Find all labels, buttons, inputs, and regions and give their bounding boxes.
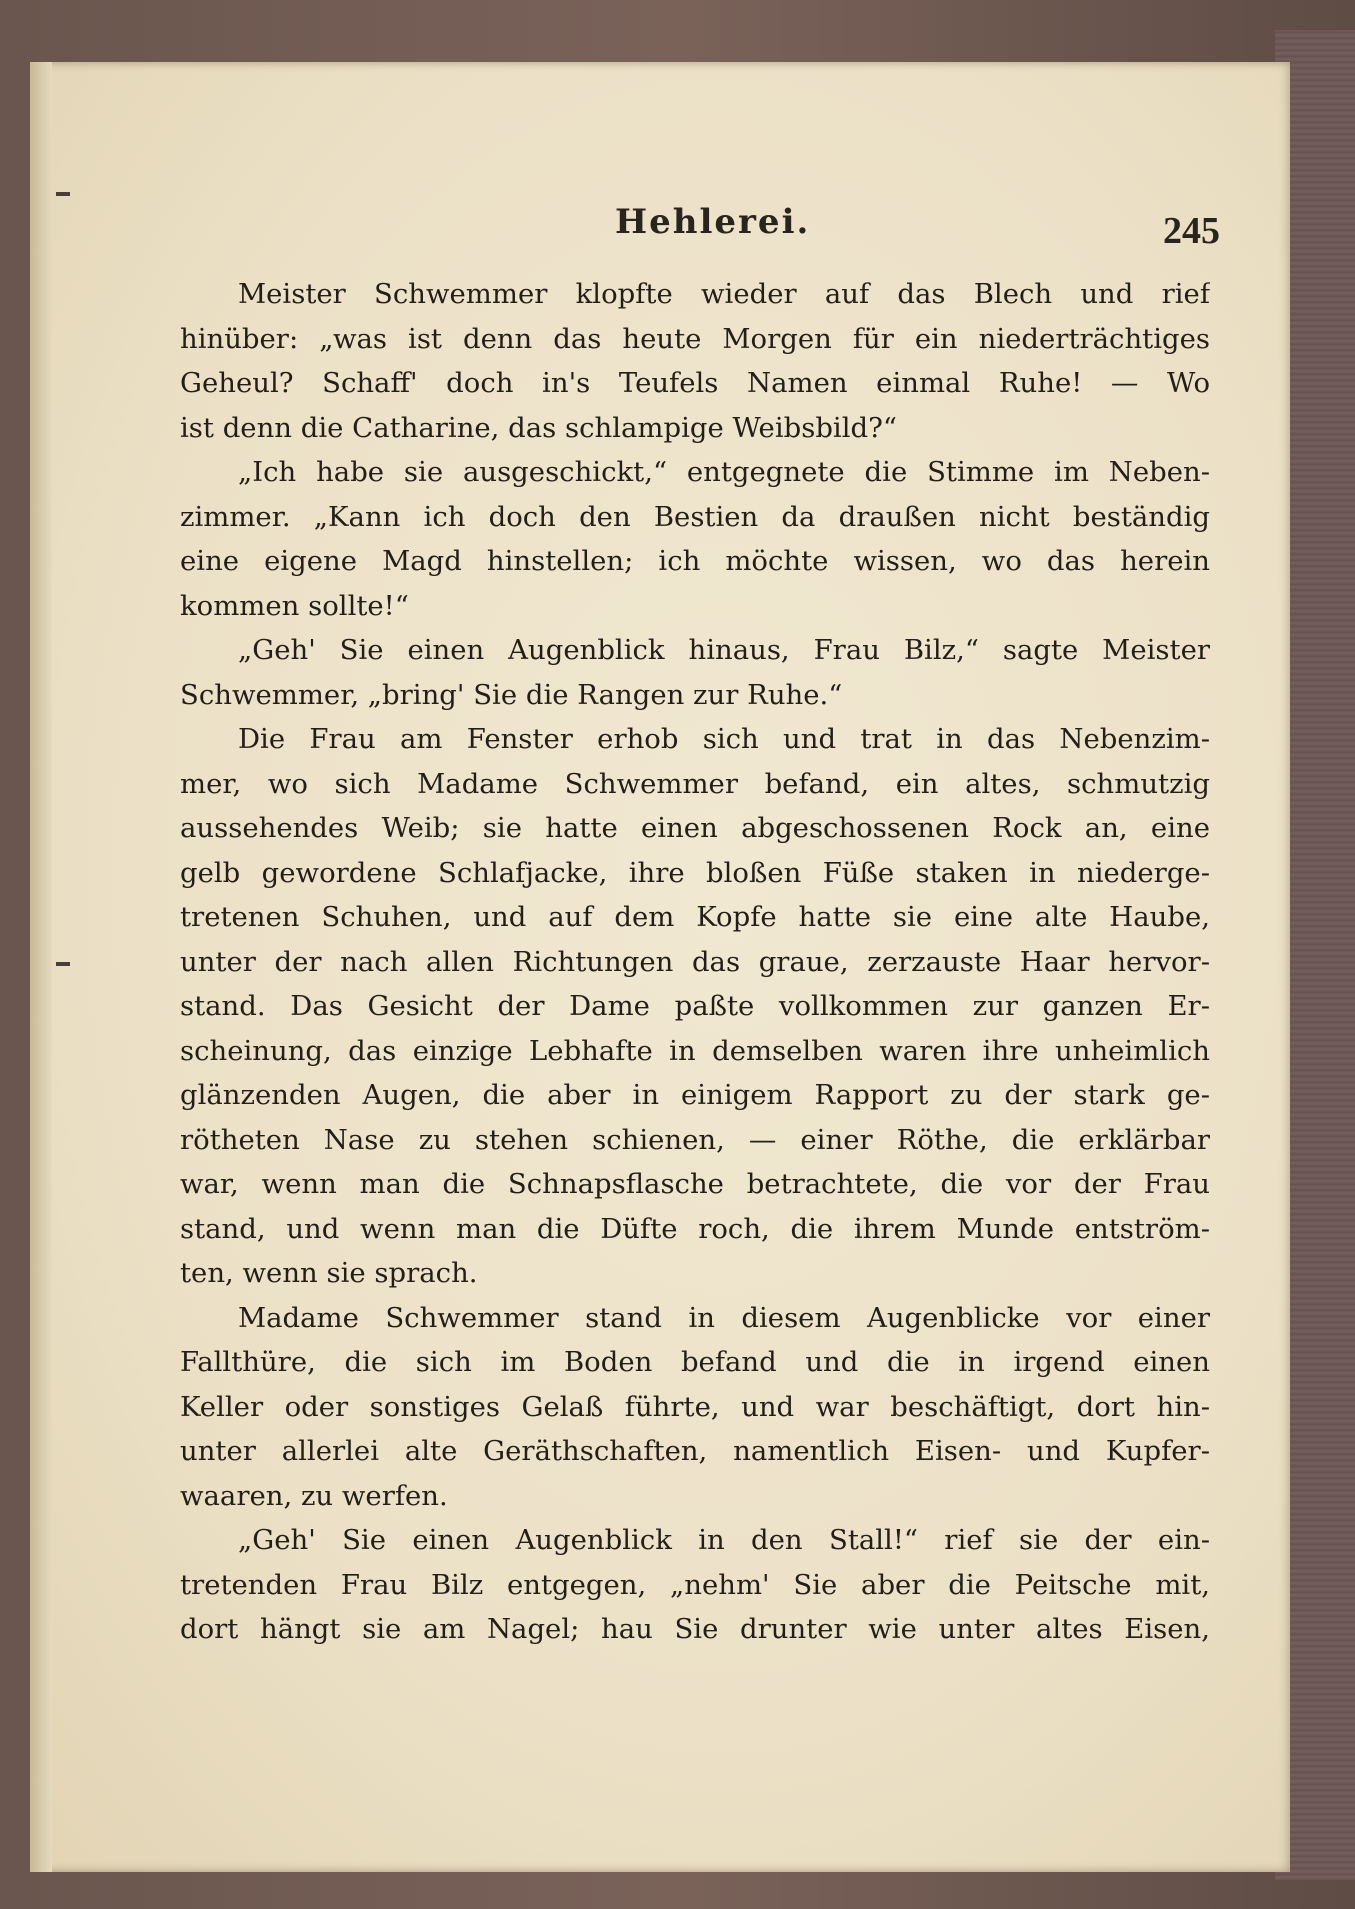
text-line: kommen sollte!“ [180, 589, 409, 622]
text-line: unter allerlei alte Geräthschaften, namentlich Eisen- und Kupfer- [180, 1435, 1210, 1467]
book-page [30, 62, 1290, 1872]
margin-mark [56, 962, 70, 966]
text-line: rötheten Nase zu stehen schienen, — einer Röthe, die erklärbar [180, 1123, 1210, 1156]
text-line: „Ich habe sie ausgeschickt,“ entgegnete die Stimme im Neben- [238, 456, 1210, 488]
page-number: 245 [1163, 210, 1220, 252]
text-line: Fallthüre, die sich im Boden befand und die in irgend einen [180, 1346, 1210, 1378]
text-line: tretenden Frau Bilz entgegen, „nehm' Sie aber die Peitsche mit, [180, 1568, 1210, 1601]
text-line: glänzenden Augen, die aber in einigem Rapport zu der stark ge- [180, 1079, 1210, 1111]
body-text [180, 272, 1210, 1652]
text-line: mer, wo sich Madame Schwemmer befand, ein altes, schmutzig [180, 767, 1210, 800]
text-line: Schwemmer, „bring' Sie die Rangen zur Ruhe.“ [180, 678, 843, 711]
text-line: unter der nach allen Richtungen das graue, zerzauste Haar hervor- [180, 945, 1210, 978]
text-line: dort hängt sie am Nagel; hau Sie drunter wie unter altes Eisen, [180, 1613, 1210, 1645]
text-line: ten, wenn sie sprach. [180, 1257, 478, 1289]
running-title: Hehlerei. [615, 202, 811, 242]
text-line: stand, und wenn man die Düfte roch, die ihrem Munde entström- [180, 1212, 1210, 1245]
text-line: stand. Das Gesicht der Dame paßte vollkommen zur ganzen Er- [180, 990, 1210, 1022]
text-line: Meister Schwemmer klopfte wieder auf das Blech und rief [238, 278, 1210, 310]
text-line: eine eigene Magd hinstellen; ich möchte wissen, wo das herein [180, 545, 1210, 577]
text-line: Die Frau am Fenster erhob sich und trat in das Nebenzim- [238, 723, 1210, 755]
text-line: Keller oder sonstiges Gelaß führte, und war beschäftigt, dort hin- [180, 1390, 1210, 1423]
text-line: „Geh' Sie einen Augenblick in den Stall!“ rief sie der ein- [238, 1524, 1210, 1556]
page-gutter [30, 62, 52, 1872]
text-line: hinüber: „was ist denn das heute Morgen für ein niederträchtiges [180, 322, 1210, 355]
text-line: „Geh' Sie einen Augenblick hinaus, Frau Bilz,“ sagte Meister [238, 634, 1210, 666]
margin-mark [56, 192, 70, 196]
text-line: zimmer. „Kann ich doch den Bestien da draußen nicht beständig [180, 500, 1210, 533]
text-line: war, wenn man die Schnapsflasche betrachtete, die vor der Frau [180, 1168, 1210, 1200]
text-line: Madame Schwemmer stand in diesem Augenblicke vor einer [238, 1301, 1210, 1334]
text-line: scheinung, das einzige Lebhafte in demselben waren ihre unheimlich [180, 1034, 1210, 1067]
text-line: aussehendes Weib; sie hatte einen abgeschossenen Rock an, eine [180, 812, 1210, 844]
page-header [180, 197, 1220, 257]
text-line: gelb gewordene Schlafjacke, ihre bloßen Füße staken in niederge- [180, 856, 1210, 889]
text-line: waaren, zu werfen. [180, 1479, 448, 1512]
text-line: tretenen Schuhen, und auf dem Kopfe hatte sie eine alte Haube, [180, 901, 1210, 933]
text-line: ist denn die Catharine, das schlampige Weibsbild?“ [180, 411, 897, 444]
text-line: Geheul? Schaff' doch in's Teufels Namen einmal Ruhe! — Wo [180, 367, 1210, 399]
